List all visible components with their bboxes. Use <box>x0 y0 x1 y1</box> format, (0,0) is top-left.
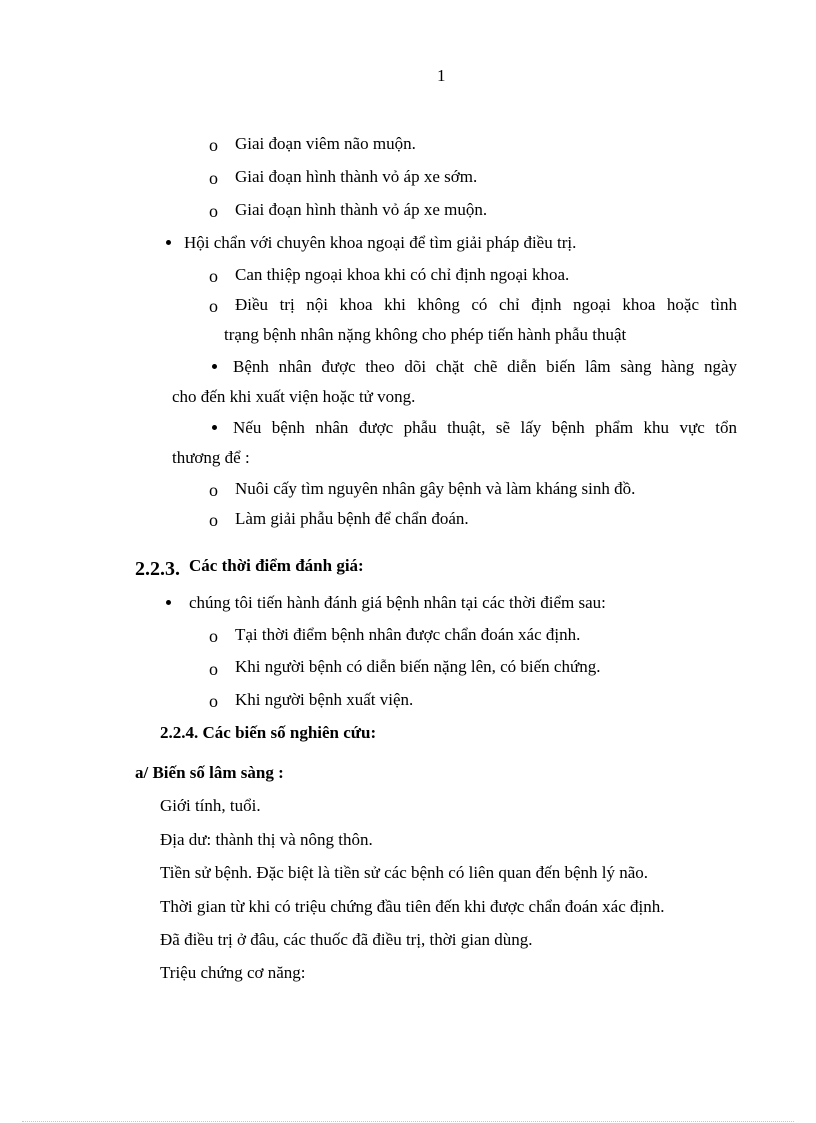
circle-bullet-icon: o <box>209 659 218 679</box>
paragraph-surgery-sample-line2: thương để : <box>172 448 250 467</box>
paragraph-surgery-sample-line1: Nếu bệnh nhân được phẫu thuật, sẽ lấy bệnh phẩm khu vực tổn <box>233 418 737 437</box>
list-item-surgical-intervention: Can thiệp ngoại khoa khi có chỉ định ngoại khoa. <box>235 265 570 284</box>
circle-bullet-icon: o <box>209 135 218 155</box>
variable-history: Tiền sử bệnh. Đặc biệt là tiền sử các bệnh có liên quan đến bệnh lý não. <box>160 863 649 882</box>
variable-gender-age: Giới tính, tuổi. <box>160 796 261 815</box>
list-item-consult-surgery: Hội chẩn với chuyên khoa ngoại để tìm giải pháp điều trị. <box>184 233 577 252</box>
list-item-eval-worsening: Khi người bệnh có diễn biến nặng lên, có biến chứng. <box>235 657 601 676</box>
circle-bullet-icon: o <box>209 626 218 646</box>
variable-time-to-diagnosis: Thời gian từ khi có triệu chứng đầu tiên đến khi được chẩn đoán xác định. <box>160 897 665 916</box>
variable-prior-treatment: Đã điều trị ở đâu, các thuốc đã điều trị, thời gian dùng. <box>160 930 533 949</box>
list-item-medical-treatment-line1: Điều trị nội khoa khi không có chỉ định ngoại khoa hoặc tình <box>235 295 737 314</box>
paragraph-evaluation-intro: chúng tôi tiến hành đánh giá bệnh nhân tại các thời điểm sau: <box>189 593 606 612</box>
bullet-icon <box>166 600 171 605</box>
bullet-icon <box>166 240 171 245</box>
circle-bullet-icon: o <box>209 201 218 221</box>
list-item-eval-diagnosis: Tại thời điểm bệnh nhân được chẩn đoán xác định. <box>235 625 581 644</box>
bullet-icon <box>212 364 217 369</box>
section-title-2-2-3: Các thời điểm đánh giá: <box>189 556 364 575</box>
circle-bullet-icon: o <box>209 296 218 316</box>
list-item-stage-late-capsule: Giai đoạn hình thành vỏ áp xe muộn. <box>235 200 488 219</box>
page-bottom-divider <box>22 1121 794 1122</box>
circle-bullet-icon: o <box>209 510 218 530</box>
circle-bullet-icon: o <box>209 691 218 711</box>
circle-bullet-icon: o <box>209 168 218 188</box>
list-item-medical-treatment-line2: trạng bệnh nhân nặng không cho phép tiến hành phẫu thuật <box>224 325 627 344</box>
section-number-2-2-3: 2.2.3. <box>135 558 180 580</box>
page-number: 1 <box>437 66 446 85</box>
subsection-title-clinical-variables: a/ Biến số lâm sàng : <box>135 763 284 782</box>
list-item-eval-discharge: Khi người bệnh xuất viện. <box>235 690 414 709</box>
list-item-pathology: Làm giải phẫu bệnh để chẩn đoán. <box>235 509 469 528</box>
list-item-culture: Nuôi cấy tìm nguyên nhân gây bệnh và làm kháng sinh đồ. <box>235 479 636 498</box>
variable-symptoms: Triệu chứng cơ năng: <box>160 963 306 982</box>
list-item-stage-late-encephalitis: Giai đoạn viêm não muộn. <box>235 134 416 153</box>
variable-residence: Địa dư: thành thị và nông thôn. <box>160 830 373 849</box>
bullet-icon <box>212 425 217 430</box>
paragraph-monitoring-line2: cho đến khi xuất viện hoặc tử vong. <box>172 387 416 406</box>
circle-bullet-icon: o <box>209 266 218 286</box>
paragraph-monitoring-line1: Bệnh nhân được theo dõi chặt chẽ diễn biến lâm sàng hàng ngày <box>233 357 737 376</box>
circle-bullet-icon: o <box>209 480 218 500</box>
list-item-stage-early-capsule: Giai đoạn hình thành vỏ áp xe sớm. <box>235 167 478 186</box>
section-title-2-2-4: 2.2.4. Các biến số nghiên cứu: <box>160 723 377 742</box>
